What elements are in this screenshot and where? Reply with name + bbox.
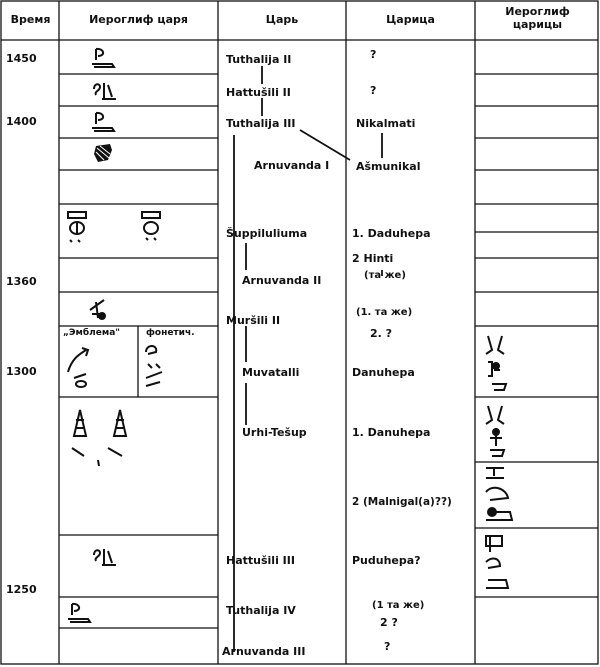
queen-glyph-icon [482,464,522,526]
phonetic-label: фонетич. [146,328,195,338]
queen-name: ? [370,84,377,97]
queen-name: 1. Danuhepa [352,426,431,439]
queen-name: ? [384,640,391,653]
queen-name: Puduhepa? [352,554,421,567]
header-time: Время [10,13,51,26]
header-king: Царь [265,13,299,26]
year-label: 1300 [6,365,37,378]
queen-name: ? [370,48,377,61]
queen-name: Danuhepa [352,366,415,379]
king-name: Tuthalija IV [226,604,296,617]
year-label: 1450 [6,52,37,65]
urhi-tesup-glyph-icon [68,408,140,468]
header-queen-glyph: Иероглиф царицы [505,5,570,31]
year-label: 1250 [6,583,37,596]
queen-glyph-icon [482,332,526,394]
king-name: Šuppiluliuma [226,227,308,240]
hattusili-glyph-icon [90,79,120,103]
emblem-label: „Эмблема" [63,328,120,338]
tuthalija-glyph-icon [90,46,118,70]
king-name: Arnuvanda II [242,274,322,287]
suppiluliuma-glyph-icon [66,210,88,244]
queen-name: Nikalmati [356,117,416,130]
header-queen: Царица [386,13,435,26]
queen-name: (1. та же) [356,307,413,318]
king-name: Urhi-Tešup [242,426,307,439]
year-label: 1400 [6,115,37,128]
king-name: Hattušili III [226,554,295,567]
king-name: Muršili II [226,314,281,327]
arnuvanda-glyph-icon [92,142,116,164]
mursili-glyph-icon [86,296,110,322]
queen-name: 2 ? [380,616,398,629]
header-king-glyph: Иероглиф царя [89,13,188,26]
muvatalli-phonetic-glyph-icon [142,342,168,392]
king-name: Arnuvanda I [254,159,330,172]
queen-glyph-icon [482,532,518,592]
tuthalija-glyph-icon [90,110,118,134]
year-label: 1360 [6,275,37,288]
queen-name: 2. ? [370,327,393,340]
queen-name: 1. Daduhepa [352,227,431,240]
queen-name: (та же) [364,270,406,281]
king-name: Tuthalija III [226,117,296,130]
queen-name: Ašmunikal [356,160,421,173]
queen-glyph-icon [482,402,522,458]
queen-name: (1 та же) [372,600,425,611]
muvatalli-glyph-icon [64,344,98,392]
tuthalija-glyph-icon [66,601,94,625]
queen-name: 2 (Malnigal(a)??) [352,496,452,508]
king-name: Hattušili II [226,86,291,99]
king-name: Arnuvanda III [222,645,306,658]
king-name: Muvatalli [242,366,300,379]
suppiluliuma-glyph-icon [140,210,162,244]
queen-name: 2 Hinti [352,252,394,265]
king-name: Tuthalija II [226,53,292,66]
hattusili-glyph-icon [90,545,120,569]
